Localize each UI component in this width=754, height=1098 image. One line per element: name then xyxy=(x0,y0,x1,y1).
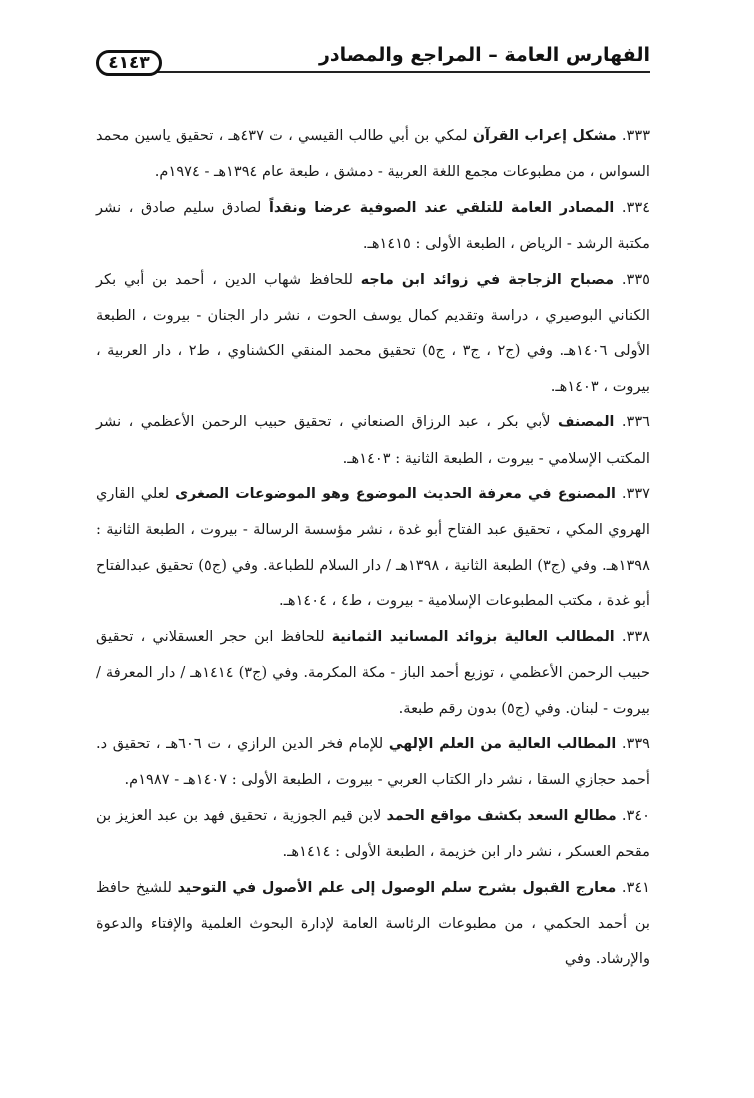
entry-text: لمكي بن أبي طالب القيسي ، ت ٤٣٧هـ ، تحقيق ياسين محمد السواس ، من مطبوعات مجمع اللغة العربية - دمشق ، طبعة عام ١٣٩٤هـ - ١٩٧٤م. xyxy=(96,127,650,181)
entry-title: مطالع السعد بكشف مواقع الحمد xyxy=(386,807,617,824)
entry-number: ٣٣٣. xyxy=(621,127,651,144)
entry-number: ٣٣٤. xyxy=(621,198,651,216)
entry-title: مصباح الزجاجة في زوائد ابن ماجه xyxy=(360,271,614,288)
bibliography-entry xyxy=(96,262,650,405)
page-header xyxy=(96,42,650,74)
entry-text: لعلي القاري الهروي المكي ، تحقيق عبد الفتاح أبو غدة ، نشر مؤسسة الرسالة - بيروت ، الطبعة الثانية : ١٣٩٨هـ. وفي (ج٣) الطبعة الثانية ، ١٣٩٨هـ / دار السلام للطباعة. وفي (ج٥) تحقيق عبدالفتاح أبو غدة ، مكتب المطبوعات الإسلامية - بيروت ، ط٤ ، ١٤٠٤هـ. xyxy=(96,485,650,610)
entry-title: المطالب العالية بزوائد المسانيد الثمانية xyxy=(331,628,615,645)
entry-title: المصنف xyxy=(558,414,615,431)
bibliography-entry xyxy=(96,476,650,619)
entry-title: المصنوع في معرفة الحديث الموضوع وهو الموضوعات الصغرى xyxy=(175,486,616,503)
header-rule xyxy=(146,71,650,73)
bibliography-entry xyxy=(96,118,650,190)
entry-number: ٣٣٧. xyxy=(621,485,650,503)
entry-number: ٣٣٨. xyxy=(621,627,651,645)
page-number-badge: ٤١٤٣ xyxy=(96,50,162,76)
entry-text: للحافظ شهاب الدين ، أحمد بن أبي بكر الكناني البوصيري ، دراسة وتقديم كمال يوسف الحوت ، نشر دار الجنان - بيروت ، الطبعة الأولى ١٤٠٦هـ. وفي (ج٢ ، ج٣ ، ج٥) تحقيق محمد المنقي الكشناوي ، ط٢ ، دار العربية ، بيروت ، ١٤٠٣هـ. xyxy=(96,270,650,395)
entry-number: ٣٣٩. xyxy=(621,734,651,752)
entry-text: للشيخ حافظ بن أحمد الحكمي ، من مطبوعات الرئاسة العامة لإدارة البحوث العلمية والإفتاء والدعوة والإرشاد. وفي xyxy=(96,878,650,968)
bibliography-entry xyxy=(96,726,650,798)
bibliography-entry xyxy=(96,190,650,262)
entry-number: ٣٣٥. xyxy=(621,270,650,288)
bibliography-entry xyxy=(96,870,650,977)
entry-number: ٣٤١. xyxy=(621,878,650,896)
entry-number: ٣٤٠. xyxy=(621,806,650,824)
entry-title: المصادر العامة للتلقي عند الصوفية عرضا ونقداً xyxy=(268,199,615,216)
entry-title: مشكل إعراب القرآن xyxy=(472,128,617,144)
entry-title: معارج القبول بشرح سلم الوصول إلى علم الأصول في التوحيد xyxy=(177,879,617,896)
entry-text: لصادق سليم صادق ، نشر مكتبة الرشد - الرياض ، الطبعة الأولى : ١٤١٥هـ. xyxy=(96,198,650,253)
bibliography-entry xyxy=(96,798,650,870)
entry-text: لابن قيم الجوزية ، تحقيق فهد بن عبد العزيز بن مقحم العسكر ، نشر دار ابن خزيمة ، الطبعة الأولى : ١٤١٤هـ. xyxy=(96,806,650,861)
bibliography-entry xyxy=(96,619,650,726)
bibliography-list xyxy=(96,118,650,977)
entry-text: للإمام فخر الدين الرازي ، ت ٦٠٦هـ ، تحقيق د. أحمد حجازي السقا ، نشر دار الكتاب العربي - بيروت ، الطبعة الأولى : ١٤٠٧هـ - ١٩٨٧م. xyxy=(96,734,650,789)
bibliography-entry xyxy=(96,404,650,476)
entry-text: لأبي بكر ، عبد الرزاق الصنعاني ، تحقيق حبيب الرحمن الأعظمي ، نشر المكتب الإسلامي - بيروت ، الطبعة الثانية : ١٤٠٣هـ. xyxy=(96,413,650,467)
running-header-title: الفهارس العامة – المراجع والمصادر xyxy=(318,44,650,66)
entry-title: المطالب العالية من العلم الإلهي xyxy=(388,735,617,752)
entry-number: ٣٣٦. xyxy=(621,413,650,431)
entry-text: للحافظ ابن حجر العسقلاني ، تحقيق حبيب الرحمن الأعظمي ، توزيع أحمد الباز - مكة المكرمة. وفي (ج٣) ١٤١٤هـ / دار المعرفة / بيروت - لبنان. وفي (ج٥) بدون رقم طبعة. xyxy=(96,627,650,717)
